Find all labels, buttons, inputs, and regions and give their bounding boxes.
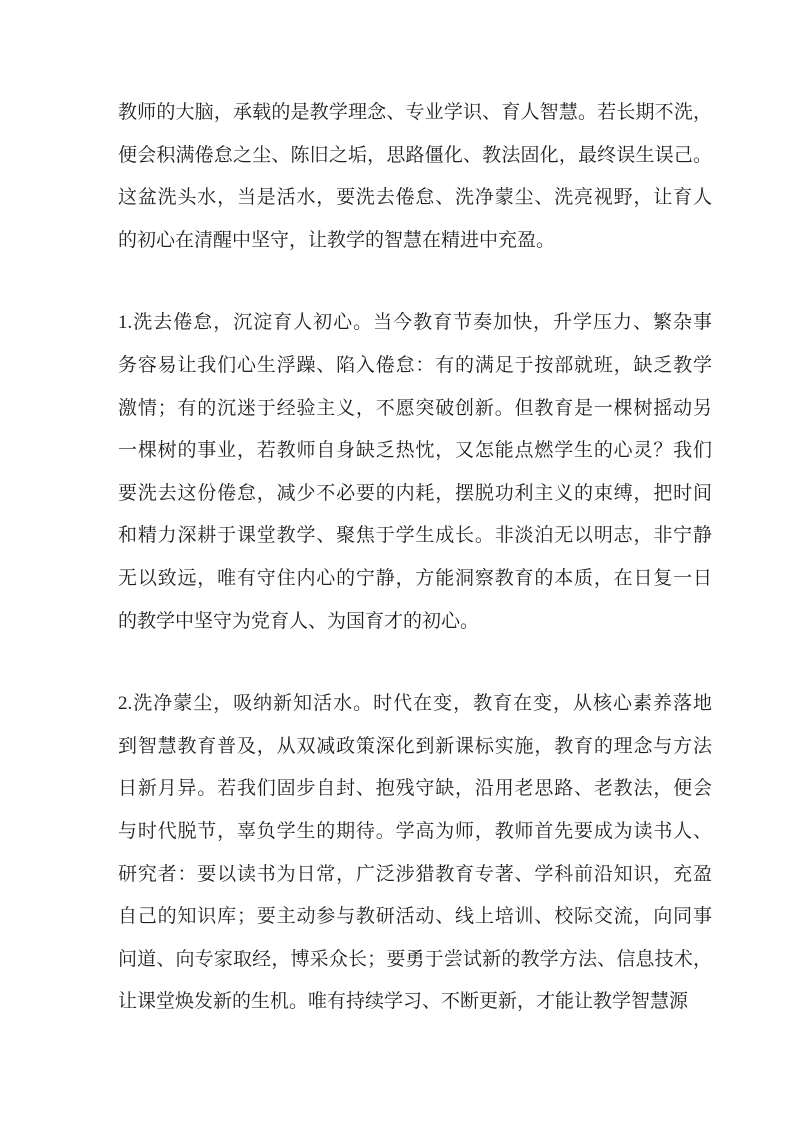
text-line: 2.洗净蒙尘，吸纳新知活水。时代在变，教育在变，从核心素养落地 (118, 693, 712, 715)
text-line: 1.洗去倦怠，沉淀育人初心。当今教育节奏加快，升学压力、繁杂事 (118, 312, 712, 334)
text-line: 这盆洗头水，当是活水，要洗去倦怠、洗净蒙尘、洗亮视野，让育人 (118, 187, 712, 209)
text-line: 要洗去这份倦怠，减少不必要的内耗，摆脱功利主义的束缚，把时间 (118, 482, 712, 504)
paragraph-intro (118, 92, 712, 262)
text-line: 到智慧教育普及，从双减政策深化到新课标实施，教育的理念与方法 (118, 735, 712, 757)
text-line: 问道、向专家取经，博采众长；要勇于尝试新的教学方法、信息技术， (118, 948, 712, 970)
paragraph-point-1 (118, 302, 712, 643)
text-line: 激情；有的沉迷于经验主义，不愿突破创新。但教育是一棵树摇动另 (118, 397, 712, 419)
text-line: 务容易让我们心生浮躁、陷入倦怠：有的满足于按部就班，缺乏教学 (118, 354, 712, 376)
text-line: 无以致远，唯有守住内心的宁静，方能洞察教育的本质，在日复一日 (118, 567, 712, 589)
text-line: 研究者：要以读书为日常，广泛涉猎教育专著、学科前沿知识，充盈 (118, 863, 712, 885)
text-line: 日新月异。若我们固步自封、抱残守缺，沿用老思路、老教法，便会 (118, 778, 712, 800)
document-body (118, 92, 712, 1064)
text-line: 的教学中坚守为党育人、为国育才的初心。 (118, 610, 480, 632)
text-line: 便会积满倦怠之尘、陈旧之垢，思路僵化、教法固化，最终误生误己。 (118, 144, 712, 166)
text-line: 一棵树的事业，若教师自身缺乏热忱，又怎能点燃学生的心灵？我们 (118, 440, 712, 462)
text-line: 自己的知识库；要主动参与教研活动、线上培训、校际交流，向同事 (118, 906, 712, 928)
text-line: 与时代脱节，辜负学生的期待。学高为师，教师首先要成为读书人、 (118, 820, 712, 842)
text-line: 让课堂焕发新的生机。唯有持续学习、不断更新，才能让教学智慧源 (118, 991, 689, 1013)
paragraph-point-2 (118, 683, 712, 1024)
text-line: 的初心在清醒中坚守，让教学的智慧在精进中充盈。 (118, 229, 556, 251)
text-line: 教师的大脑，承载的是教学理念、专业学识、育人智慧。若长期不洗， (118, 102, 712, 123)
text-line: 和精力深耕于课堂教学、聚焦于学生成长。非淡泊无以明志，非宁静 (118, 525, 712, 547)
